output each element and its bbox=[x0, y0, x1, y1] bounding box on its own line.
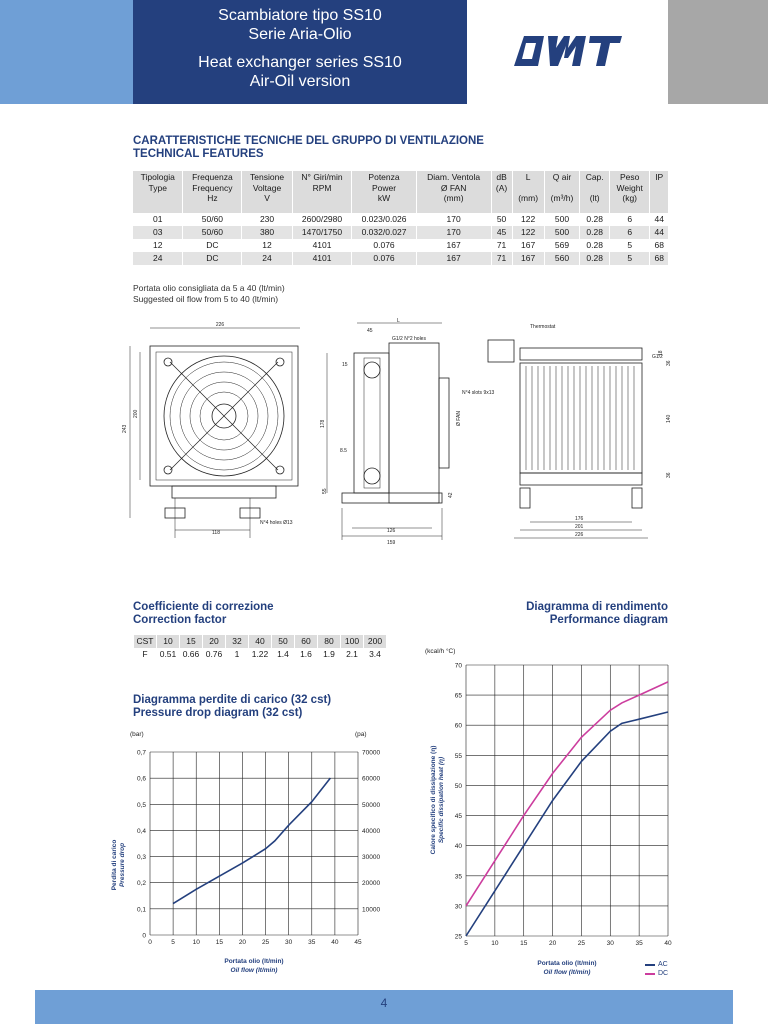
legend-ac-swatch bbox=[645, 964, 655, 966]
correction-head-cell: 60 bbox=[295, 635, 318, 648]
specs-cell: 0.28 bbox=[580, 239, 610, 252]
correction-value-cell: 0.51 bbox=[157, 648, 180, 661]
specs-row bbox=[133, 239, 668, 252]
pressure-drop-chart bbox=[105, 725, 385, 980]
dim-h3: 36 bbox=[666, 360, 672, 366]
performance-title-en: Performance diagram bbox=[549, 614, 668, 626]
dim-height-total: 243 bbox=[122, 424, 128, 433]
specs-cell: DC bbox=[183, 239, 242, 252]
dim-w2: 201 bbox=[575, 524, 584, 530]
correction-value-cell: 1.4 bbox=[272, 648, 295, 661]
dim-thread: G1/2 N°2 holes bbox=[392, 336, 426, 342]
specs-cell: 167 bbox=[512, 252, 544, 265]
x-tick-label: 30 bbox=[606, 940, 614, 947]
correction-value-cell: 1.9 bbox=[318, 648, 341, 661]
dim-d2: 15 bbox=[342, 362, 348, 368]
correction-head-cell: 80 bbox=[318, 635, 341, 648]
specs-col-header: dB (A) bbox=[491, 171, 512, 213]
specs-cell: 50 bbox=[491, 213, 512, 226]
specs-cell: 167 bbox=[416, 239, 491, 252]
pressure-xlabel-en: Oil flow (lt/min) bbox=[230, 967, 278, 974]
specs-cell: 12 bbox=[133, 239, 183, 252]
thermostat-label: Thermostat bbox=[530, 324, 556, 330]
specs-cell: 0.28 bbox=[580, 226, 610, 239]
pressure-unit-left: (bar) bbox=[130, 731, 144, 738]
dim-holes-note: N°4 holes Ø13 bbox=[260, 520, 293, 526]
y-tick-label: 0,1 bbox=[136, 906, 146, 914]
y-tick-label: 40 bbox=[454, 843, 462, 851]
y-tick-label: 0,6 bbox=[136, 775, 146, 783]
pressure-xlabel-it: Portata olio (lt/min) bbox=[224, 958, 284, 965]
specs-cell: DC bbox=[183, 252, 242, 265]
correction-title bbox=[133, 601, 274, 627]
header-left-band bbox=[0, 0, 133, 104]
y2-tick-label: 10000 bbox=[362, 906, 381, 914]
x-tick-label: 10 bbox=[491, 940, 499, 947]
title-it-2: Serie Aria-Olio bbox=[248, 26, 352, 43]
y2-tick-label: 40000 bbox=[362, 827, 381, 835]
pressure-title-it: Diagramma perdite di carico (32 cst) bbox=[133, 694, 332, 706]
performance-ylabel-en: Specific dissipation heat (η) bbox=[438, 756, 445, 844]
dim-width: 226 bbox=[215, 322, 225, 328]
y-tick-label: 70 bbox=[454, 662, 462, 670]
specs-col-header: Cap. (lt) bbox=[580, 171, 610, 213]
correction-value-cell: 2.1 bbox=[341, 648, 364, 661]
y-tick-label: 50 bbox=[454, 782, 462, 790]
x-tick-label: 35 bbox=[308, 939, 316, 946]
x-tick-label: 40 bbox=[331, 939, 339, 946]
oil-note-en: Suggested oil flow from 5 to 40 (lt/min) bbox=[133, 293, 279, 304]
specs-cell: 12 bbox=[242, 239, 292, 252]
dim-base2: 159 bbox=[387, 540, 396, 546]
header-gray-block bbox=[668, 0, 768, 104]
x-tick-label: 5 bbox=[464, 940, 468, 947]
performance-title bbox=[526, 601, 668, 627]
specs-title bbox=[133, 135, 484, 161]
x-tick-label: 10 bbox=[192, 939, 200, 946]
correction-head-cell: 40 bbox=[249, 635, 272, 648]
specs-cell: 24 bbox=[242, 252, 292, 265]
specs-cell: 560 bbox=[544, 252, 580, 265]
specs-cell: 24 bbox=[133, 252, 183, 265]
title-en-1: Heat exchanger series SS10 bbox=[198, 54, 402, 71]
y2-tick-label: 70000 bbox=[362, 749, 381, 757]
specs-cell: 569 bbox=[544, 239, 580, 252]
y-tick-label: 0,5 bbox=[136, 801, 146, 809]
dim-base1: 126 bbox=[387, 528, 396, 534]
specs-col-header: N° Giri/min RPM bbox=[292, 171, 352, 213]
correction-head-cell: 20 bbox=[203, 635, 226, 648]
specs-row bbox=[133, 252, 668, 265]
specs-row bbox=[133, 226, 668, 239]
x-tick-label: 35 bbox=[635, 940, 643, 947]
x-tick-label: 20 bbox=[238, 939, 247, 946]
specs-cell: 01 bbox=[133, 213, 183, 226]
specs-cell: 122 bbox=[512, 213, 544, 226]
dim-fan: Ø FAN bbox=[456, 410, 462, 426]
dim-hole-spacing: 118 bbox=[212, 530, 220, 536]
y-tick-label: 0,4 bbox=[136, 827, 146, 835]
specs-title-en: TECHNICAL FEATURES bbox=[133, 148, 264, 160]
dim-thread-rear: G1/2 bbox=[652, 354, 663, 360]
specs-cell: 230 bbox=[242, 213, 292, 226]
page-title bbox=[133, 6, 467, 91]
x-tick-label: 45 bbox=[354, 939, 362, 946]
specs-col-header: L (mm) bbox=[512, 171, 544, 213]
specs-cell: 4101 bbox=[292, 239, 352, 252]
specs-cell: 5 bbox=[610, 239, 650, 252]
pressure-ylabel-it: Perdita di carico bbox=[111, 839, 118, 891]
specs-cell: 0.28 bbox=[580, 213, 610, 226]
x-tick-label: 30 bbox=[285, 939, 293, 946]
correction-value-cell: 0.76 bbox=[203, 648, 226, 661]
specs-cell: 6 bbox=[610, 213, 650, 226]
correction-head-cell: 15 bbox=[180, 635, 203, 648]
performance-ylabel-it: Calore specifico di dissipazione (η) bbox=[430, 745, 437, 855]
correction-value-cell: F bbox=[134, 648, 157, 661]
rear-view-drawing bbox=[462, 318, 685, 548]
x-tick-label: 5 bbox=[171, 939, 175, 946]
pressure-title-en: Pressure drop diagram (32 cst) bbox=[133, 707, 303, 719]
specs-col-header: Diam. Ventola Ø FAN (mm) bbox=[416, 171, 491, 213]
specs-cell: 170 bbox=[416, 226, 491, 239]
correction-value-cell: 1 bbox=[226, 648, 249, 661]
omt-logo bbox=[510, 32, 622, 70]
specs-col-header: Frequenza Frequency Hz bbox=[183, 171, 242, 213]
series-line-0 bbox=[173, 778, 330, 904]
specs-cell: 0.032/0.027 bbox=[352, 226, 416, 239]
pressure-ylabel-en: Pressure drop bbox=[119, 842, 126, 888]
specs-cell: 5 bbox=[610, 252, 650, 265]
specs-cell: 380 bbox=[242, 226, 292, 239]
title-it-1: Scambiatore tipo SS10 bbox=[218, 7, 382, 24]
performance-legend bbox=[645, 960, 668, 978]
front-view-drawing bbox=[110, 318, 300, 548]
performance-unit: (kcal/h °C) bbox=[425, 648, 456, 655]
x-tick-label: 0 bbox=[148, 939, 152, 946]
specs-col-header: IP bbox=[650, 171, 668, 213]
specs-cell: 6 bbox=[610, 226, 650, 239]
specs-cell: 71 bbox=[491, 252, 512, 265]
specs-cell: 03 bbox=[133, 226, 183, 239]
specs-cell: 50/60 bbox=[183, 226, 242, 239]
legend-ac bbox=[645, 960, 668, 969]
specs-cell: 71 bbox=[491, 239, 512, 252]
oil-flow-note bbox=[133, 283, 285, 304]
specs-cell: 170 bbox=[416, 213, 491, 226]
series-line-dc bbox=[466, 682, 668, 906]
correction-head-cell: 100 bbox=[341, 635, 364, 648]
specs-cell: 44 bbox=[650, 226, 668, 239]
dim-top-offset: 45 bbox=[367, 328, 373, 334]
x-tick-label: 15 bbox=[215, 939, 223, 946]
y2-tick-label: 60000 bbox=[362, 775, 381, 783]
technical-features-table bbox=[133, 171, 668, 265]
y-tick-label: 0,2 bbox=[136, 880, 146, 888]
dim-d3: 8.5 bbox=[340, 448, 347, 454]
correction-title-en: Correction factor bbox=[133, 614, 227, 626]
y2-tick-label: 30000 bbox=[362, 854, 381, 862]
specs-cell: 122 bbox=[512, 226, 544, 239]
oil-note-it: Portata olio consigliata da 5 a 40 (lt/min) bbox=[133, 283, 285, 293]
legend-dc-swatch bbox=[645, 973, 655, 975]
dim-w3: 226 bbox=[575, 532, 584, 538]
specs-cell: 0.076 bbox=[352, 239, 416, 252]
legend-dc-label: DC bbox=[658, 970, 669, 977]
x-tick-label: 25 bbox=[577, 940, 586, 947]
specs-title-it: CARATTERISTICHE TECNICHE DEL GRUPPO DI VENTILAZIONE bbox=[133, 135, 484, 147]
y-tick-label: 45 bbox=[454, 813, 462, 821]
specs-cell: 1470/1750 bbox=[292, 226, 352, 239]
specs-col-header: Potenza Power kW bbox=[352, 171, 416, 213]
y-tick-label: 0 bbox=[142, 932, 146, 940]
fin-pack bbox=[526, 366, 634, 470]
legend-dc bbox=[645, 969, 668, 978]
specs-cell: 2600/2980 bbox=[292, 213, 352, 226]
specs-cell: 0.076 bbox=[352, 252, 416, 265]
correction-head-cell: 200 bbox=[364, 635, 387, 648]
correction-value-cell: 1.6 bbox=[295, 648, 318, 661]
y2-tick-label: 50000 bbox=[362, 801, 381, 809]
dim-h2: 18 bbox=[658, 350, 664, 356]
page-number: 4 bbox=[380, 996, 388, 1010]
dim-h4: 36 bbox=[666, 472, 672, 478]
x-tick-label: 40 bbox=[664, 940, 672, 947]
specs-row bbox=[133, 213, 668, 226]
side-view-drawing bbox=[312, 318, 482, 548]
specs-cell: 45 bbox=[491, 226, 512, 239]
performance-xlabel-it: Portata olio (lt/min) bbox=[537, 960, 597, 967]
x-tick-label: 15 bbox=[520, 940, 528, 947]
correction-value-cell: 3.4 bbox=[364, 648, 387, 661]
dim-height-inner: 200 bbox=[133, 409, 139, 418]
dim-d5: 42 bbox=[448, 492, 454, 498]
specs-col-header: Peso Weight (kg) bbox=[610, 171, 650, 213]
performance-xlabel-en: Oil flow (lt/min) bbox=[543, 969, 591, 976]
specs-cell: 500 bbox=[544, 226, 580, 239]
y-tick-label: 0,3 bbox=[136, 854, 146, 862]
x-tick-label: 20 bbox=[548, 940, 557, 947]
dim-h1: 140 bbox=[666, 414, 672, 423]
correction-factor-table bbox=[133, 635, 386, 661]
y-tick-label: 60 bbox=[454, 722, 462, 730]
legend-ac-label: AC bbox=[658, 961, 668, 968]
specs-col-header: Q air (m³/h) bbox=[544, 171, 580, 213]
specs-cell: 500 bbox=[544, 213, 580, 226]
specs-cell: 0.023/0.026 bbox=[352, 213, 416, 226]
y-tick-label: 0,7 bbox=[136, 749, 146, 757]
specs-cell: 68 bbox=[650, 252, 668, 265]
dim-w1: 176 bbox=[575, 516, 584, 522]
specs-cell: 167 bbox=[512, 239, 544, 252]
specs-cell: 44 bbox=[650, 213, 668, 226]
specs-cell: 68 bbox=[650, 239, 668, 252]
performance-title-it: Diagramma di rendimento bbox=[526, 601, 668, 613]
slots-note: N°4 slots 9x13 bbox=[462, 390, 495, 396]
y2-tick-label: 20000 bbox=[362, 880, 381, 888]
correction-title-it: Coefficiente di correzione bbox=[133, 601, 274, 613]
correction-head-cell: 10 bbox=[157, 635, 180, 648]
footer-bar bbox=[35, 990, 733, 1024]
specs-cell: 4101 bbox=[292, 252, 352, 265]
correction-value-cell: 1.22 bbox=[249, 648, 272, 661]
specs-cell: 50/60 bbox=[183, 213, 242, 226]
specs-col-header: Tensione Voltage V bbox=[242, 171, 292, 213]
x-tick-label: 25 bbox=[261, 939, 270, 946]
y-tick-label: 35 bbox=[454, 873, 462, 881]
pressure-title bbox=[133, 694, 331, 720]
specs-col-header: Tipologia Type bbox=[133, 171, 183, 213]
specs-cell: 167 bbox=[416, 252, 491, 265]
specs-cell: 0.28 bbox=[580, 252, 610, 265]
y-tick-label: 25 bbox=[454, 933, 462, 941]
dim-d1: 178 bbox=[320, 419, 326, 428]
correction-value-cell: 0.66 bbox=[180, 648, 203, 661]
y-tick-label: 30 bbox=[454, 903, 462, 911]
performance-chart bbox=[420, 640, 690, 985]
correction-head-cell: 32 bbox=[226, 635, 249, 648]
y-tick-label: 55 bbox=[454, 752, 462, 760]
y-tick-label: 65 bbox=[454, 692, 462, 700]
correction-head-cell: CST bbox=[134, 635, 157, 648]
series-line-ac bbox=[466, 712, 668, 936]
pressure-unit-right: (pa) bbox=[355, 731, 367, 738]
title-en-2: Air-Oil version bbox=[249, 73, 351, 90]
dim-d4: 55 bbox=[322, 488, 328, 494]
correction-head-cell: 50 bbox=[272, 635, 295, 648]
dim-l: L bbox=[397, 318, 400, 324]
